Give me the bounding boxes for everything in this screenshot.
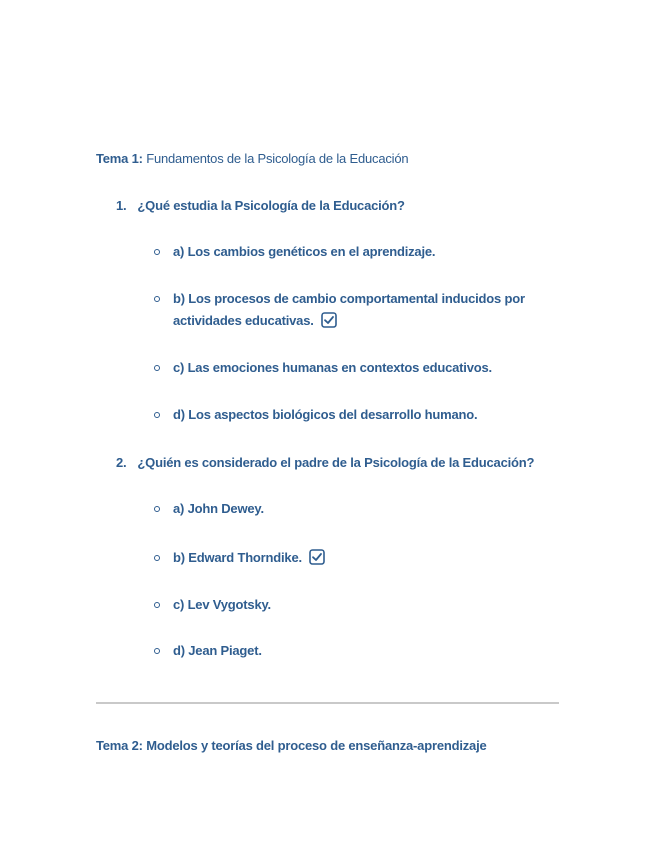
question-1	[116, 198, 405, 213]
bullet-icon	[154, 602, 160, 608]
question-2-number: 2.	[116, 455, 127, 470]
bullet-icon	[154, 296, 160, 302]
bullet-icon	[154, 365, 160, 371]
question-2	[116, 455, 534, 470]
bullet-icon	[154, 249, 160, 255]
q1-option-b	[154, 288, 544, 332]
topic-2-label: Tema 2:	[96, 738, 143, 753]
bullet-icon	[154, 412, 160, 418]
topic-2-title: Modelos y teorías del proceso de enseñanza-aprendizaje	[146, 738, 487, 753]
checkbox-checked-icon	[321, 312, 337, 328]
q1-option-c-text: c) Las emociones humanas en contextos educativos.	[173, 360, 492, 375]
checkbox-checked-icon	[309, 549, 325, 565]
q1-option-d-text: d) Los aspectos biológicos del desarrollo humano.	[173, 407, 478, 422]
bullet-icon	[154, 555, 160, 561]
bullet-icon	[154, 506, 160, 512]
q2-option-b-text: b) Edward Thorndike.	[173, 550, 302, 565]
q1-option-c	[154, 357, 544, 379]
bullet-icon	[154, 648, 160, 654]
question-1-text: ¿Qué estudia la Psicología de la Educación?	[137, 198, 405, 213]
question-1-number: 1.	[116, 198, 127, 213]
q2-option-d-text: d) Jean Piaget.	[173, 643, 262, 658]
topic-2-heading	[96, 738, 487, 753]
q2-option-d	[154, 640, 544, 662]
q2-option-a	[154, 498, 544, 520]
topic-1-label: Tema 1:	[96, 151, 143, 166]
q1-option-a	[154, 241, 544, 263]
q2-option-c	[154, 594, 544, 616]
q1-option-a-text: a) Los cambios genéticos en el aprendizaje.	[173, 244, 436, 259]
q1-option-b-text: b) Los procesos de cambio comportamental inducidos por actividades educativas.	[173, 291, 525, 328]
section-divider	[96, 702, 559, 704]
topic-1-title: Fundamentos de la Psicología de la Educación	[146, 151, 409, 166]
q1-option-d	[154, 404, 544, 426]
q2-option-a-text: a) John Dewey.	[173, 501, 264, 516]
question-2-text: ¿Quién es considerado el padre de la Psicología de la Educación?	[137, 455, 535, 470]
q2-option-c-text: c) Lev Vygotsky.	[173, 597, 271, 612]
topic-1-heading	[96, 151, 408, 166]
q2-option-b	[154, 547, 544, 569]
